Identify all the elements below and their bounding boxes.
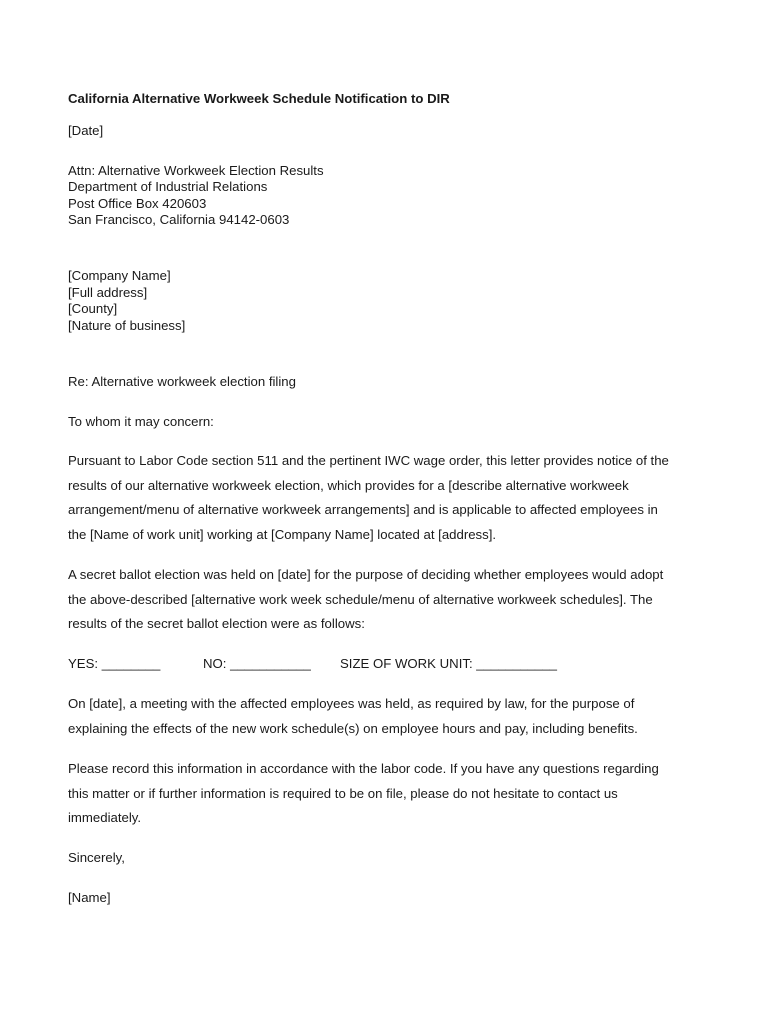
paragraph-line: results of the secret ballot election were as follows: xyxy=(68,616,365,632)
paragraph-line: On [date], a meeting with the affected employees was held, as required by law, for the purpose of xyxy=(68,696,635,711)
date-line: [Date] xyxy=(68,123,104,138)
no-count: NO: ___________ xyxy=(203,656,311,671)
paragraph-line: explaining the effects of the new work schedule(s) on employee hours and pay, including benefits. xyxy=(68,720,638,736)
company-line: [County] xyxy=(68,301,118,316)
recipient-line: Department of Industrial Relations xyxy=(68,179,268,194)
paragraph-notice xyxy=(68,449,718,547)
recipient-line: Attn: Alternative Workweek Election Results xyxy=(68,163,324,178)
yes-count: YES: ________ xyxy=(68,656,161,671)
salutation: To whom it may concern: xyxy=(68,414,214,429)
paragraph-election xyxy=(68,563,718,637)
paragraph-line: Pursuant to Labor Code section 511 and the pertinent IWC wage order, this letter provides notice of the xyxy=(68,453,669,468)
paragraph-line: results of our alternative workweek election, which provides for a [describe alternative workweek xyxy=(68,477,629,493)
company-line: [Nature of business] xyxy=(68,318,186,333)
paragraph-line: the [Name of work unit] working at [Company Name] located at [address]. xyxy=(68,526,497,542)
work-unit-size: SIZE OF WORK UNIT: ___________ xyxy=(340,656,557,671)
paragraph-line: this matter or if further information is required to be on file, please do not hesitate to contact us xyxy=(68,785,618,801)
company-line: [Full address] xyxy=(68,285,148,300)
paragraph-line: Please record this information in accordance with the labor code. If you have any questions regarding xyxy=(68,761,659,776)
paragraph-line: immediately. xyxy=(68,810,142,826)
paragraph-line: the above-described [alternative work week schedule/menu of alternative workweek schedules]. The xyxy=(68,591,653,607)
paragraph-line: arrangement/menu of alternative workweek arrangements] and is applicable to affected employees in xyxy=(68,502,658,518)
signature-name: [Name] xyxy=(68,890,111,905)
company-line: [Company Name] xyxy=(68,268,171,283)
recipient-line: Post Office Box 420603 xyxy=(68,196,207,211)
paragraph-line: A secret ballot election was held on [date] for the purpose of deciding whether employees would adopt xyxy=(68,567,664,582)
closing: Sincerely, xyxy=(68,850,125,865)
paragraph-meeting xyxy=(68,692,718,741)
recipient-line: San Francisco, California 94142-0603 xyxy=(68,212,290,227)
re-line: Re: Alternative workweek election filing xyxy=(68,374,296,389)
paragraph-request xyxy=(68,757,718,831)
document-title: California Alternative Workweek Schedule Notification to DIR xyxy=(68,91,450,106)
